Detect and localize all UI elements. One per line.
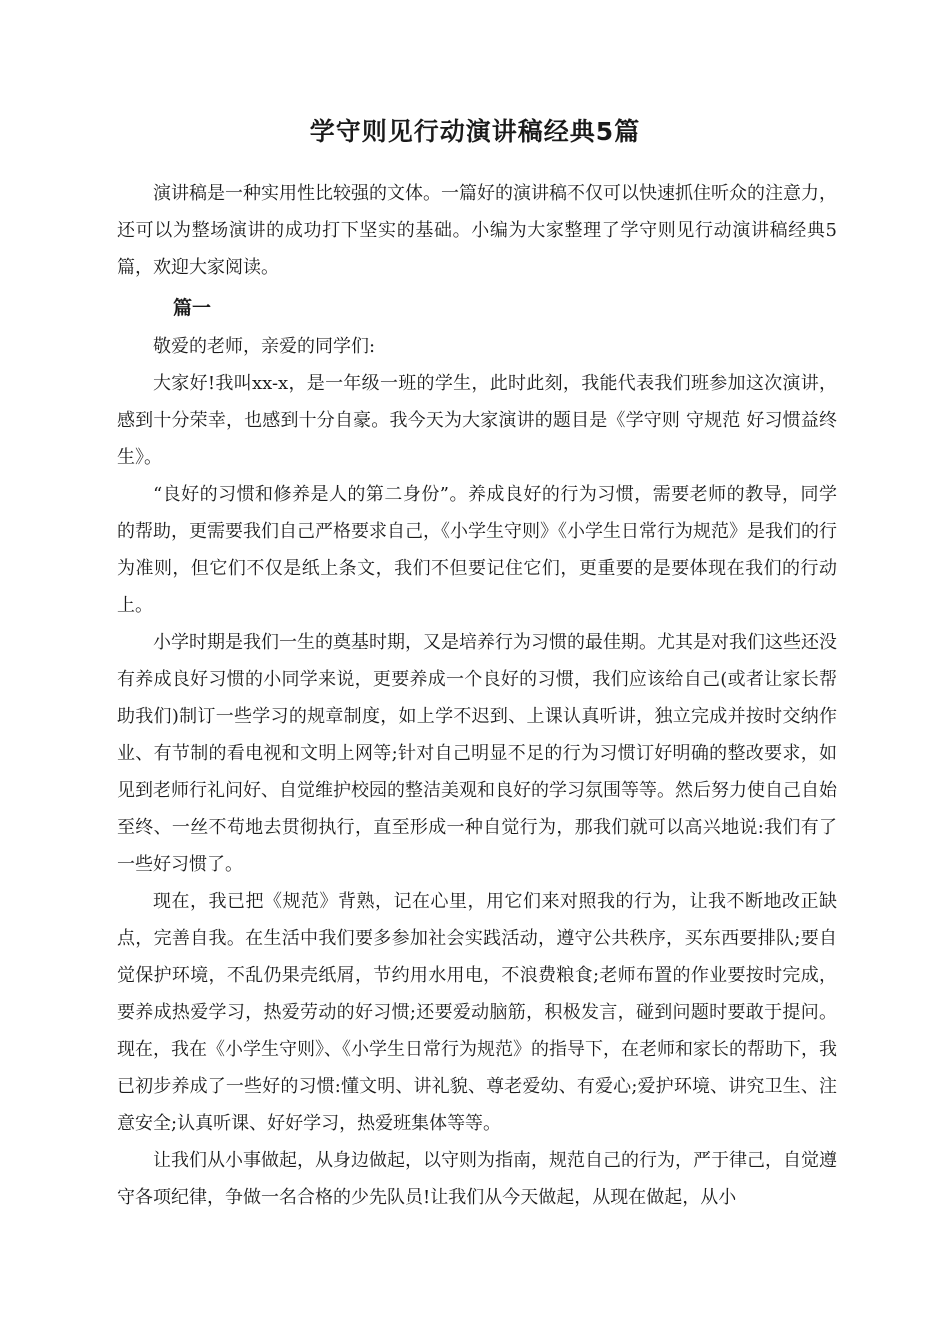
document-body — [117, 175, 837, 1216]
body-paragraph: “良好的习惯和修养是人的第二身份”。养成良好的行为习惯，需要老师的教导，同学的帮助，更需要我们自己严格要求自己，《小学生守则》《小学生日常行为规范》是我们的行为准则，但它们不仅是纸上条文，我们不但要记住它们，更重要的是要体现在我们的行动上。 — [117, 484, 837, 616]
document-title: 学守则见行动演讲稿经典5篇 — [309, 117, 641, 146]
body-paragraph: 大家好!我叫xx-x，是一年级一班的学生，此时此刻，我能代表我们班参加这次演讲，感到十分荣幸，也感到十分自豪。我今天为大家演讲的题目是《学守则 守规范 好习惯益终生》。 — [117, 373, 837, 468]
section-heading: 篇一 — [173, 297, 212, 319]
body-paragraph: 让我们从小事做起，从身边做起，以守则为指南，规范自己的行为，严于律己，自觉遵守各项纪律，争做一名合格的少先队员!让我们从今天做起，从现在做起，从小 — [117, 1150, 837, 1208]
body-paragraph: 小学时期是我们一生的奠基时期，又是培养行为习惯的最佳期。尤其是对我们这些还没有养成良好习惯的小同学来说，更要养成一个良好的习惯，我们应该给自己(或者让家长帮助我们)制订一些学习的规章制度，如上学不迟到、上课认真听讲，独立完成并按时交纳作业、有节制的看电视和文明上网等;针对自己明显不足的行为习惯订好明确的整改要求，如见到老师行礼问好、自觉维护校园的整洁美观和良好的学习氛围等等。然后努力使自己自始至终、一丝不苟地去贯彻执行，直至形成一种自觉行为，那我们就可以高兴地说:我们有了一些好习惯了。 — [117, 632, 837, 875]
greeting-paragraph: 敬爱的老师，亲爱的同学们: — [153, 336, 376, 357]
body-paragraph: 现在，我已把《规范》背熟，记在心里，用它们来对照我的行为，让我不断地改正缺点，完善自我。在生活中我们要多参加社会实践活动，遵守公共秩序，买东西要排队;要自觉保护环境，不乱仍果壳纸屑，节约用水用电，不浪费粮食;老师布置的作业要按时完成，要养成热爱学习，热爱劳动的好习惯;还要爱动脑筋，积极发言，碰到问题时要敢于提问。现在，我在《小学生守则》、《小学生日常行为规范》的指导下，在老师和家长的帮助下，我已初步养成了一些好的习惯:懂文明、讲礼貌、尊老爱幼、有爱心;爱护环境、讲究卫生、注意安全;认真听课、好好学习，热爱班集体等等。 — [117, 891, 837, 1134]
intro-paragraph: 演讲稿是一种实用性比较强的文体。一篇好的演讲稿不仅可以快速抓住听众的注意力，还可以为整场演讲的成功打下坚实的基础。小编为大家整理了学守则见行动演讲稿经典5篇，欢迎大家阅读。 — [117, 183, 837, 278]
